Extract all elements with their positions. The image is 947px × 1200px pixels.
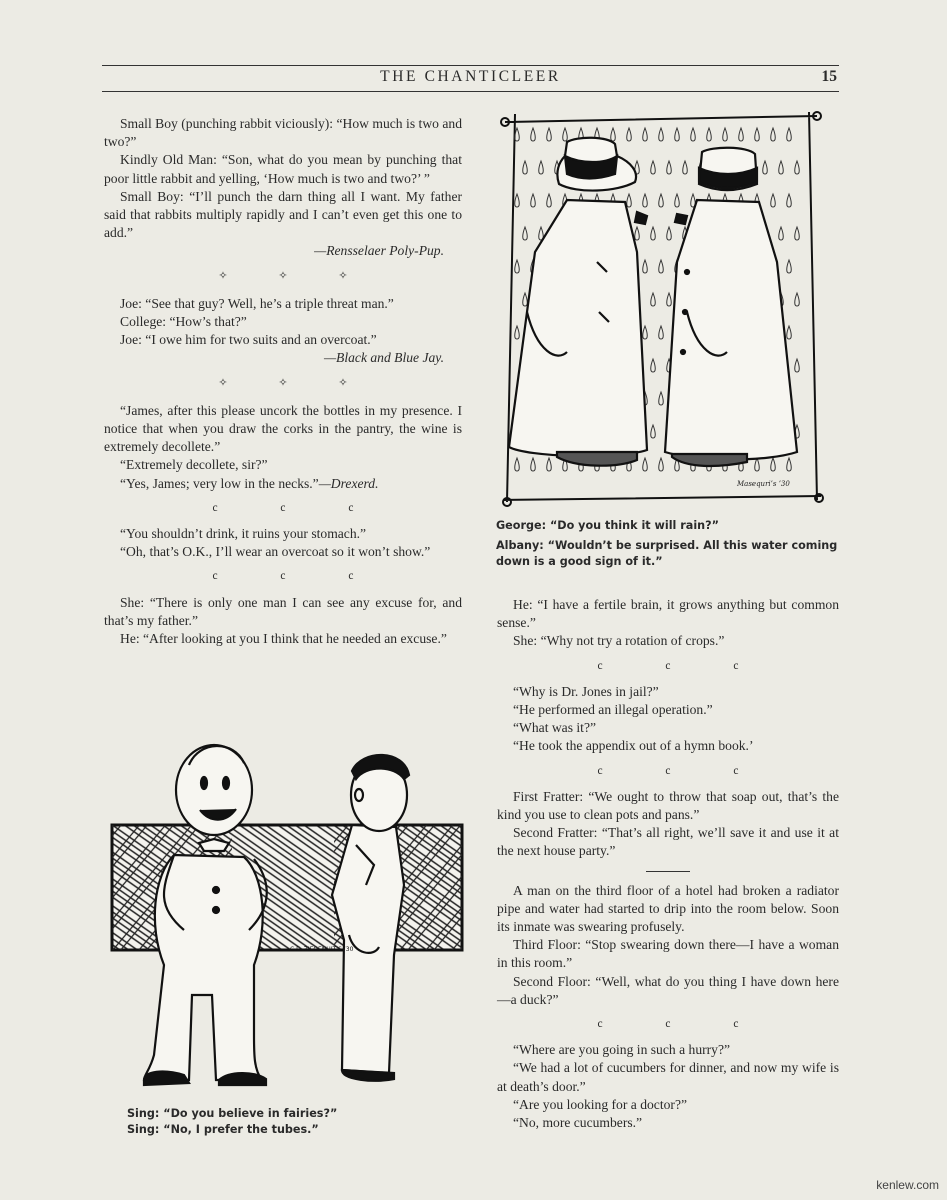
- raindrop: [651, 359, 656, 372]
- joke-paragraph: Second Floor: “Well, what do you thing I have down here—a duck?”: [497, 973, 839, 1007]
- raindrop: [611, 128, 616, 141]
- joke-paragraph: Third Floor: “Stop swearing down there—I have a woman in this room.”: [497, 937, 839, 971]
- joke-paragraph: “Are you looking for a doctor?”: [513, 1096, 688, 1112]
- raindrop: [515, 194, 520, 207]
- raindrop: [723, 128, 728, 141]
- raindrop: [779, 161, 784, 174]
- header-bottom-rule: [102, 91, 839, 92]
- joke-paragraph: “You shouldn’t drink, it ruins your stomach.”: [120, 526, 367, 542]
- raindrop: [675, 194, 680, 207]
- raindrop: [763, 161, 768, 174]
- raindrop: [675, 128, 680, 141]
- ccc-separator: c c c: [597, 1018, 769, 1031]
- joke-paragraph: First Fratter: “We ought to throw that soap out, that’s the kind you use to clean pots and pans.”: [497, 788, 839, 823]
- smiling-man-figure: [144, 745, 267, 1085]
- raindrop: [667, 227, 672, 240]
- joke-line: “Yes, James; very low in the necks.”: [120, 475, 319, 491]
- raindrop: [627, 128, 632, 141]
- header-top-rule: [102, 65, 839, 66]
- joke-paragraph: “He took the appendix out of a hymn book.’: [513, 738, 754, 754]
- joke-paragraph: She: “Why not try a rotation of crops.”: [513, 633, 725, 649]
- raindrop: [515, 458, 520, 471]
- raindrop: [771, 194, 776, 207]
- raindrop: [651, 161, 656, 174]
- joke-paragraph: Small Boy (punching rabbit viciously): “How much is two and two?”: [104, 116, 462, 150]
- raindrop: [531, 194, 536, 207]
- raindrop: [547, 128, 552, 141]
- raindrop: [795, 227, 800, 240]
- raindrop: [515, 326, 520, 339]
- raindrop: [643, 260, 648, 273]
- raindrop: [547, 194, 552, 207]
- raindrop: [795, 161, 800, 174]
- raindrop: [523, 293, 528, 306]
- raindrop: [523, 161, 528, 174]
- raindrop: [651, 425, 656, 438]
- joke-paragraph: She: “There is only one man I can see any excuse for, and that’s my father.”: [104, 594, 462, 628]
- joke-paragraph: “We had a lot of cucumbers for dinner, and now my wife is at death’s door.”: [497, 1060, 839, 1094]
- ccc-separator: c c c: [212, 501, 384, 514]
- raindrop: [667, 161, 672, 174]
- joke-paragraph: “James, after this please uncork the bottles in my presence. I notice that when you draw the corks in the pantry, the wine is extremely decollete.”: [104, 402, 462, 455]
- joke-paragraph: “Oh, that’s O.K., I’ll wear an overcoat so it won’t show.”: [120, 544, 431, 560]
- capped-man-figure: [332, 755, 409, 1081]
- ornament-separator: ✧ ✧ ✧: [218, 269, 372, 282]
- ornament-separator: ✧ ✧ ✧: [218, 376, 372, 389]
- raindrop: [651, 227, 656, 240]
- joke-paragraph: Joe: “I owe him for two suits and an overcoat.”: [120, 332, 377, 348]
- raindrop: [739, 128, 744, 141]
- attribution: —Drexerd.: [318, 475, 379, 491]
- raindrop: [563, 128, 568, 141]
- rain-cartoon-caption: [496, 518, 841, 570]
- right-column: [497, 596, 839, 1132]
- magazine-title: THE CHANTICLEER: [380, 68, 561, 85]
- raindrop: [659, 128, 664, 141]
- raindrop: [795, 293, 800, 306]
- raindrop: [787, 458, 792, 471]
- raindrop: [659, 392, 664, 405]
- page-number: 15: [821, 68, 837, 85]
- caption-line: Albany: “Wouldn’t be surprised. All this water coming down is a good sign of it.”: [496, 539, 838, 568]
- raindrop: [659, 194, 664, 207]
- raindrop: [691, 128, 696, 141]
- raindrop: [643, 128, 648, 141]
- ccc-separator: c c c: [597, 764, 769, 777]
- running-header: [102, 68, 839, 86]
- raindrop: [787, 128, 792, 141]
- joke-paragraph: A man on the third floor of a hotel had broken a radiator pipe and water had started to drip into the room below. Soon its inmate was swearing profusely.: [497, 882, 839, 935]
- ccc-separator: c c c: [597, 659, 769, 672]
- fairies-cartoon: [104, 735, 464, 1095]
- joke-paragraph: Joe: “See that guy? Well, he’s a triple threat man.”: [120, 295, 394, 311]
- fairies-cartoon-caption: [127, 1106, 427, 1138]
- joke-paragraph: “He performed an illegal operation.”: [513, 702, 713, 718]
- joke-paragraph: He: “I have a fertile brain, it grows anything but common sense.”: [497, 597, 839, 631]
- joke-paragraph: Small Boy: “I’ll punch the darn thing all I want. My father said that rabbits multiply rapidly and I can’t even get this one to add.”: [104, 188, 462, 241]
- caption-line: Sing: “Do you believe in fairies?”: [127, 1107, 338, 1120]
- raindrop: [755, 458, 760, 471]
- joke-paragraph: “Extremely decollete, sir?”: [120, 457, 268, 473]
- joke-paragraph: College: “How’s that?”: [120, 314, 247, 330]
- raindrop: [795, 359, 800, 372]
- raindrop: [779, 227, 784, 240]
- joke-paragraph: “Where are you going in such a hurry?”: [513, 1042, 731, 1058]
- joke-paragraph: Second Fratter: “That’s all right, we’ll save it and use it at the next house party.”: [497, 825, 839, 859]
- raindrop: [787, 326, 792, 339]
- raindrop: [643, 326, 648, 339]
- raindrop: [787, 260, 792, 273]
- joke-paragraph: Kindly Old Man: “Son, what do you mean by punching that poor little rabbit and yelling, ‘How much is two and two?’ ”: [104, 152, 462, 186]
- joke-paragraph: “What was it?”: [513, 720, 597, 736]
- figure-george: [509, 138, 647, 466]
- raindrop: [771, 128, 776, 141]
- left-column: [104, 115, 462, 648]
- joke-paragraph: He: “After looking at you I think that he needed an excuse.”: [120, 631, 447, 647]
- raindrop: [787, 194, 792, 207]
- artist-signature: C.E. ZIEGENHIT’S ’30: [290, 946, 354, 953]
- site-credit: kenlew.com: [876, 1178, 939, 1192]
- raindrop: [643, 458, 648, 471]
- artist-signature: Masequri’s ’30: [737, 480, 790, 488]
- raindrop: [659, 458, 664, 471]
- caption-line: George: “Do you think it will rain?”: [496, 519, 719, 532]
- raindrop: [515, 260, 520, 273]
- joke-paragraph: “Why is Dr. Jones in jail?”: [513, 683, 659, 699]
- raindrop: [627, 194, 632, 207]
- joke-paragraph: “No, more cucumbers.”: [513, 1115, 643, 1131]
- raindrop: [523, 227, 528, 240]
- attribution: —Rensselaer Poly-Pup.: [314, 243, 444, 259]
- raindrop: [755, 128, 760, 141]
- raindrop: [531, 128, 536, 141]
- raindrop: [531, 458, 536, 471]
- raindrop: [771, 458, 776, 471]
- raindrop: [643, 194, 648, 207]
- raindrop: [659, 326, 664, 339]
- raindrop: [683, 161, 688, 174]
- figure-albany: [665, 148, 797, 466]
- caption-line: Sing: “No, I prefer the tubes.”: [127, 1123, 319, 1136]
- raindrop: [547, 458, 552, 471]
- raindrop: [667, 293, 672, 306]
- joke-paragraph: [104, 475, 462, 493]
- raindrop: [539, 161, 544, 174]
- raindrop: [659, 260, 664, 273]
- raindrop: [707, 128, 712, 141]
- attribution: —Black and Blue Jay.: [323, 350, 444, 366]
- raindrop: [651, 293, 656, 306]
- ccc-separator: c c c: [212, 570, 384, 583]
- short-divider: [646, 871, 690, 872]
- rain-cartoon: [497, 112, 827, 512]
- raindrop: [635, 227, 640, 240]
